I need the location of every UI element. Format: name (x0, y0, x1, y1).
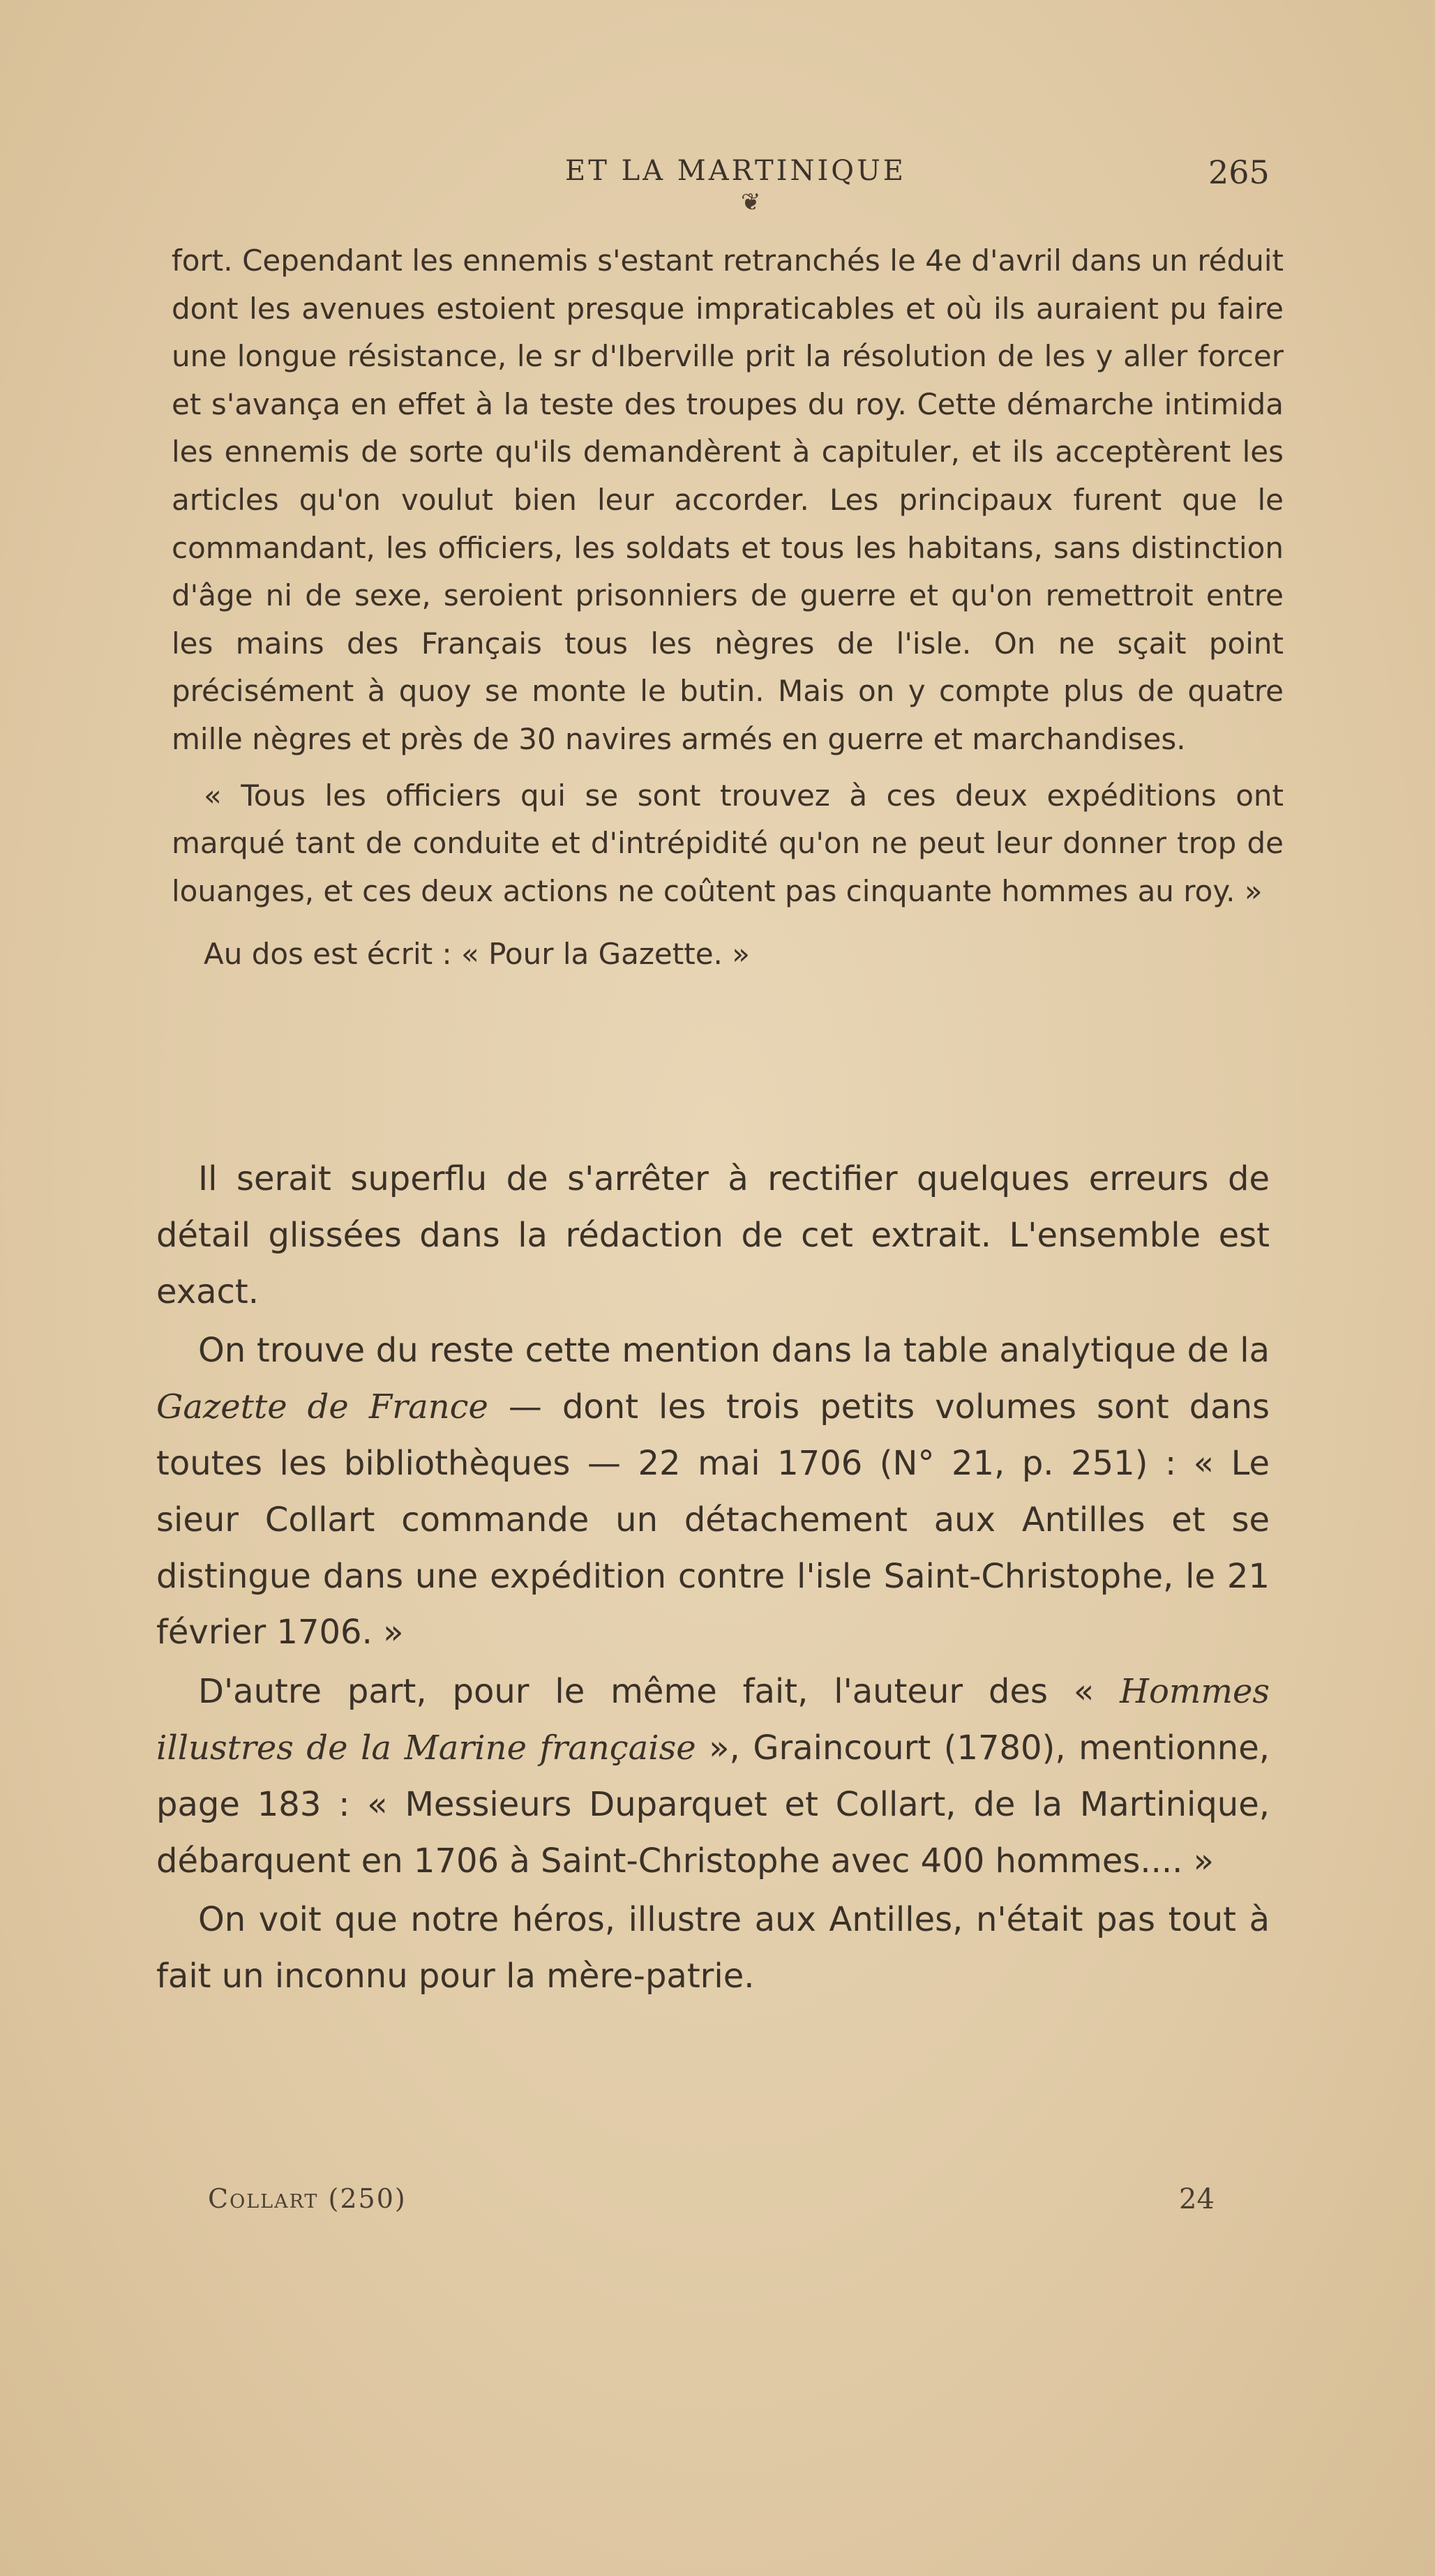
quoted-document (172, 237, 1284, 979)
body-paragraph-1: Il serait superflu de s'arrêter à rectifier quelques erreurs de détail glissées dans la rédaction de cet extrait. L'ensemble est exact. (156, 1159, 1270, 1311)
page-number: 265 (1208, 153, 1270, 191)
body-paragraph-2-start: On trouve du reste cette mention dans la table analytique de la (198, 1331, 1270, 1371)
hommes-illustres-title: Hommes illustres de la Marine française (156, 1672, 1270, 1768)
body-paragraph-3-start: D'autre part, pour le même fait, l'auteur des « (198, 1672, 1120, 1712)
quote-back-note: Au dos est écrit : « Pour la Gazette. » (204, 937, 750, 972)
body-paragraph-4: On voit que notre héros, illustre aux Antilles, n'était pas tout à fait un inconnu pour la mère-patrie. (156, 1900, 1270, 1996)
body-paragraph-2-end: — dont les trois petits volumes sont dans toutes les bibliothèques — 22 mai 1706 (N° 21, p. 251) : « Le sieur Collart commande un détachement aux Antilles et se distingue dans une expédition contre l'isle Saint-Christophe, le 21 février 1706. » (156, 1387, 1270, 1652)
quote-paragraph-1: fort. Cependant les ennemis s'estant retranchés le 4e d'avril dans un réduit dont les avenues estoient presque impraticables et où ils auraient pu faire une longue résistance, le sr d'Iberville prit la résolution de les y aller forcer et s'avança en effet à la teste des troupes du roy. Cette démarche intimida les ennemis de sorte qu'ils demandèrent à capituler, et ils acceptèrent les articles qu'on voulut bien leur accorder. Les principaux furent que le commandant, les officiers, les soldats et tous les habitans, sans distinction d'âge ni de sexe, seroient prisonniers de guerre et qu'on remettroit entre les mains des Français tous les nègres de l'isle. On ne sçait point précisément à quoy se monte le butin. Mais on y compte plus de quatre mille nègres et près de 30 navires armés en guerre et marchandises. (172, 243, 1284, 756)
body-text (156, 1151, 1270, 2008)
quote-paragraph-2: « Tous les officiers qui se sont trouvez à ces deux expéditions ont marqué tant de conduite et d'intrépidité qu'on ne peut leur donner trop de louanges, et ces deux actions ne coûtent pas cinquante hommes au roy. » (172, 778, 1284, 908)
gazette-title: Gazette de France (156, 1387, 488, 1427)
footer-signature: Collart (250) (208, 2183, 407, 2214)
body-paragraph-3-end: », Graincourt (1780), mentionne, page 183 : « Messieurs Duparquet et Collart, de la Martinique, débarquent en 1706 à Saint-Christophe avec 400 hommes.... » (156, 1728, 1270, 1881)
body-paragraph-3 (156, 1664, 1270, 1889)
body-paragraph-2 (156, 1323, 1270, 1661)
running-head-title: ET LA MARTINIQUE (565, 155, 906, 187)
ornament-icon: ❦ (741, 188, 761, 216)
footer-sheet-number: 24 (1179, 2183, 1215, 2215)
